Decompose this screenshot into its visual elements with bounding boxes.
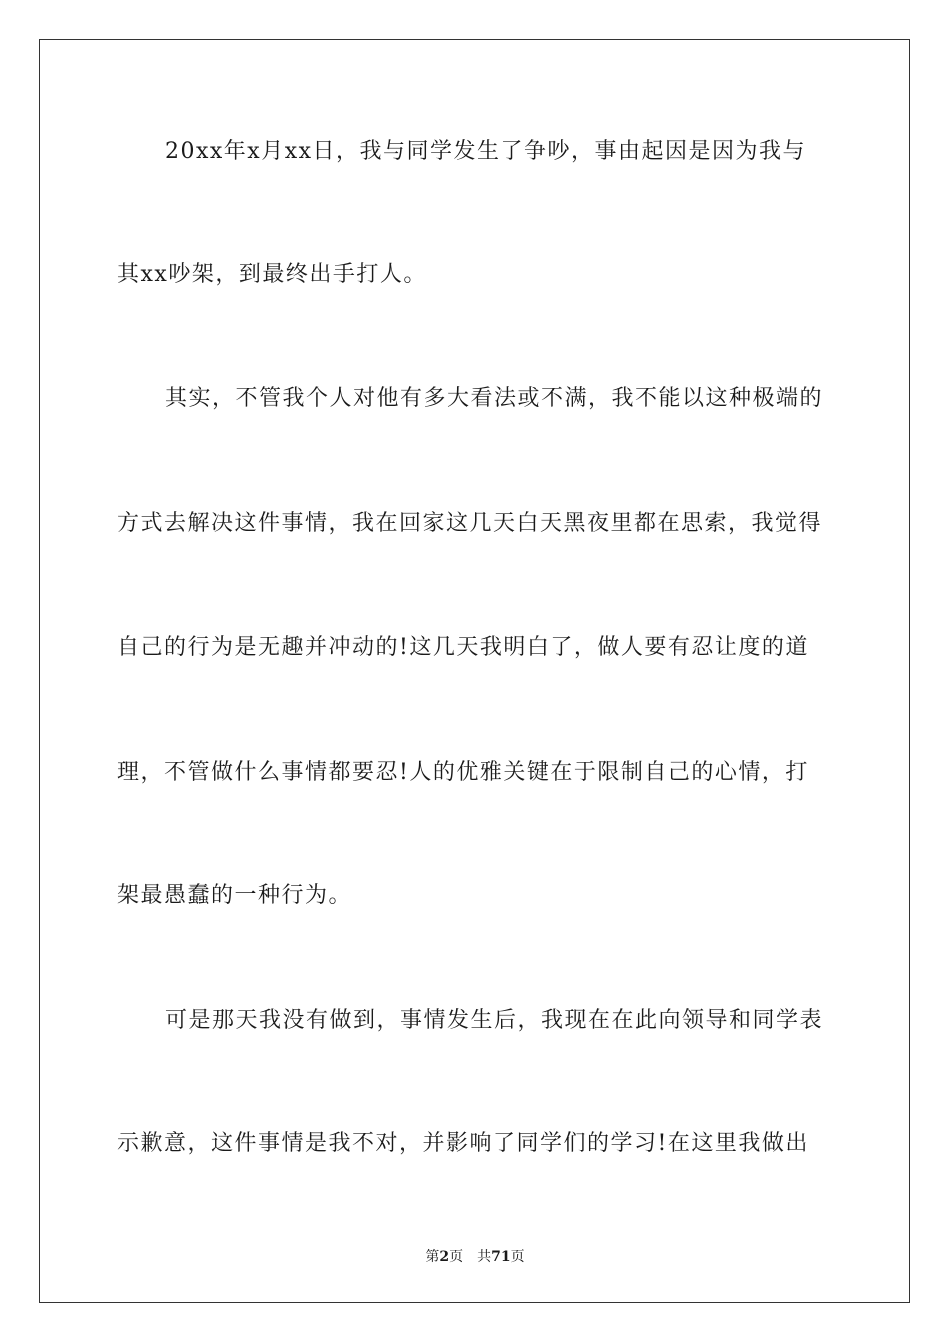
total-suffix: 页 [510, 1249, 525, 1265]
paragraph-1-line-1: 20xx年x月xx日，我与同学发生了争吵，事由起因是因为我与 [165, 139, 807, 164]
paragraph-3-line-1: 可是那天我没有做到，事情发生后，我现在在此向领导和同学表 [165, 1008, 824, 1033]
page-number: 2 [439, 1249, 450, 1265]
paragraph-2-line-5: 架最愚蠢的一种行为。 [117, 883, 353, 908]
paragraph-2-line-2: 方式去解决这件事情，我在回家这几天白天黑夜里都在思索，我觉得 [117, 511, 823, 536]
total-prefix: 共 [477, 1249, 492, 1265]
page-prefix: 第 [425, 1249, 440, 1265]
page-border [39, 39, 910, 1303]
paragraph-1-line-2: 其xx吵架，到最终出手打人。 [117, 262, 427, 287]
page-suffix: 页 [449, 1249, 464, 1265]
paragraph-2-line-4: 理，不管做什么事情都要忍!人的优雅关键在于限制自己的心情，打 [117, 760, 809, 785]
total-pages: 71 [491, 1249, 511, 1265]
paragraph-2-line-1: 其实，不管我个人对他有多大看法或不满，我不能以这种极端的 [165, 386, 824, 411]
page-footer [0, 1248, 950, 1266]
paragraph-2-line-3: 自己的行为是无趣并冲动的!这几天我明白了，做人要有忍让度的道 [117, 635, 809, 660]
paragraph-3-line-2: 示歉意，这件事情是我不对，并影响了同学们的学习!在这里我做出 [117, 1131, 809, 1156]
